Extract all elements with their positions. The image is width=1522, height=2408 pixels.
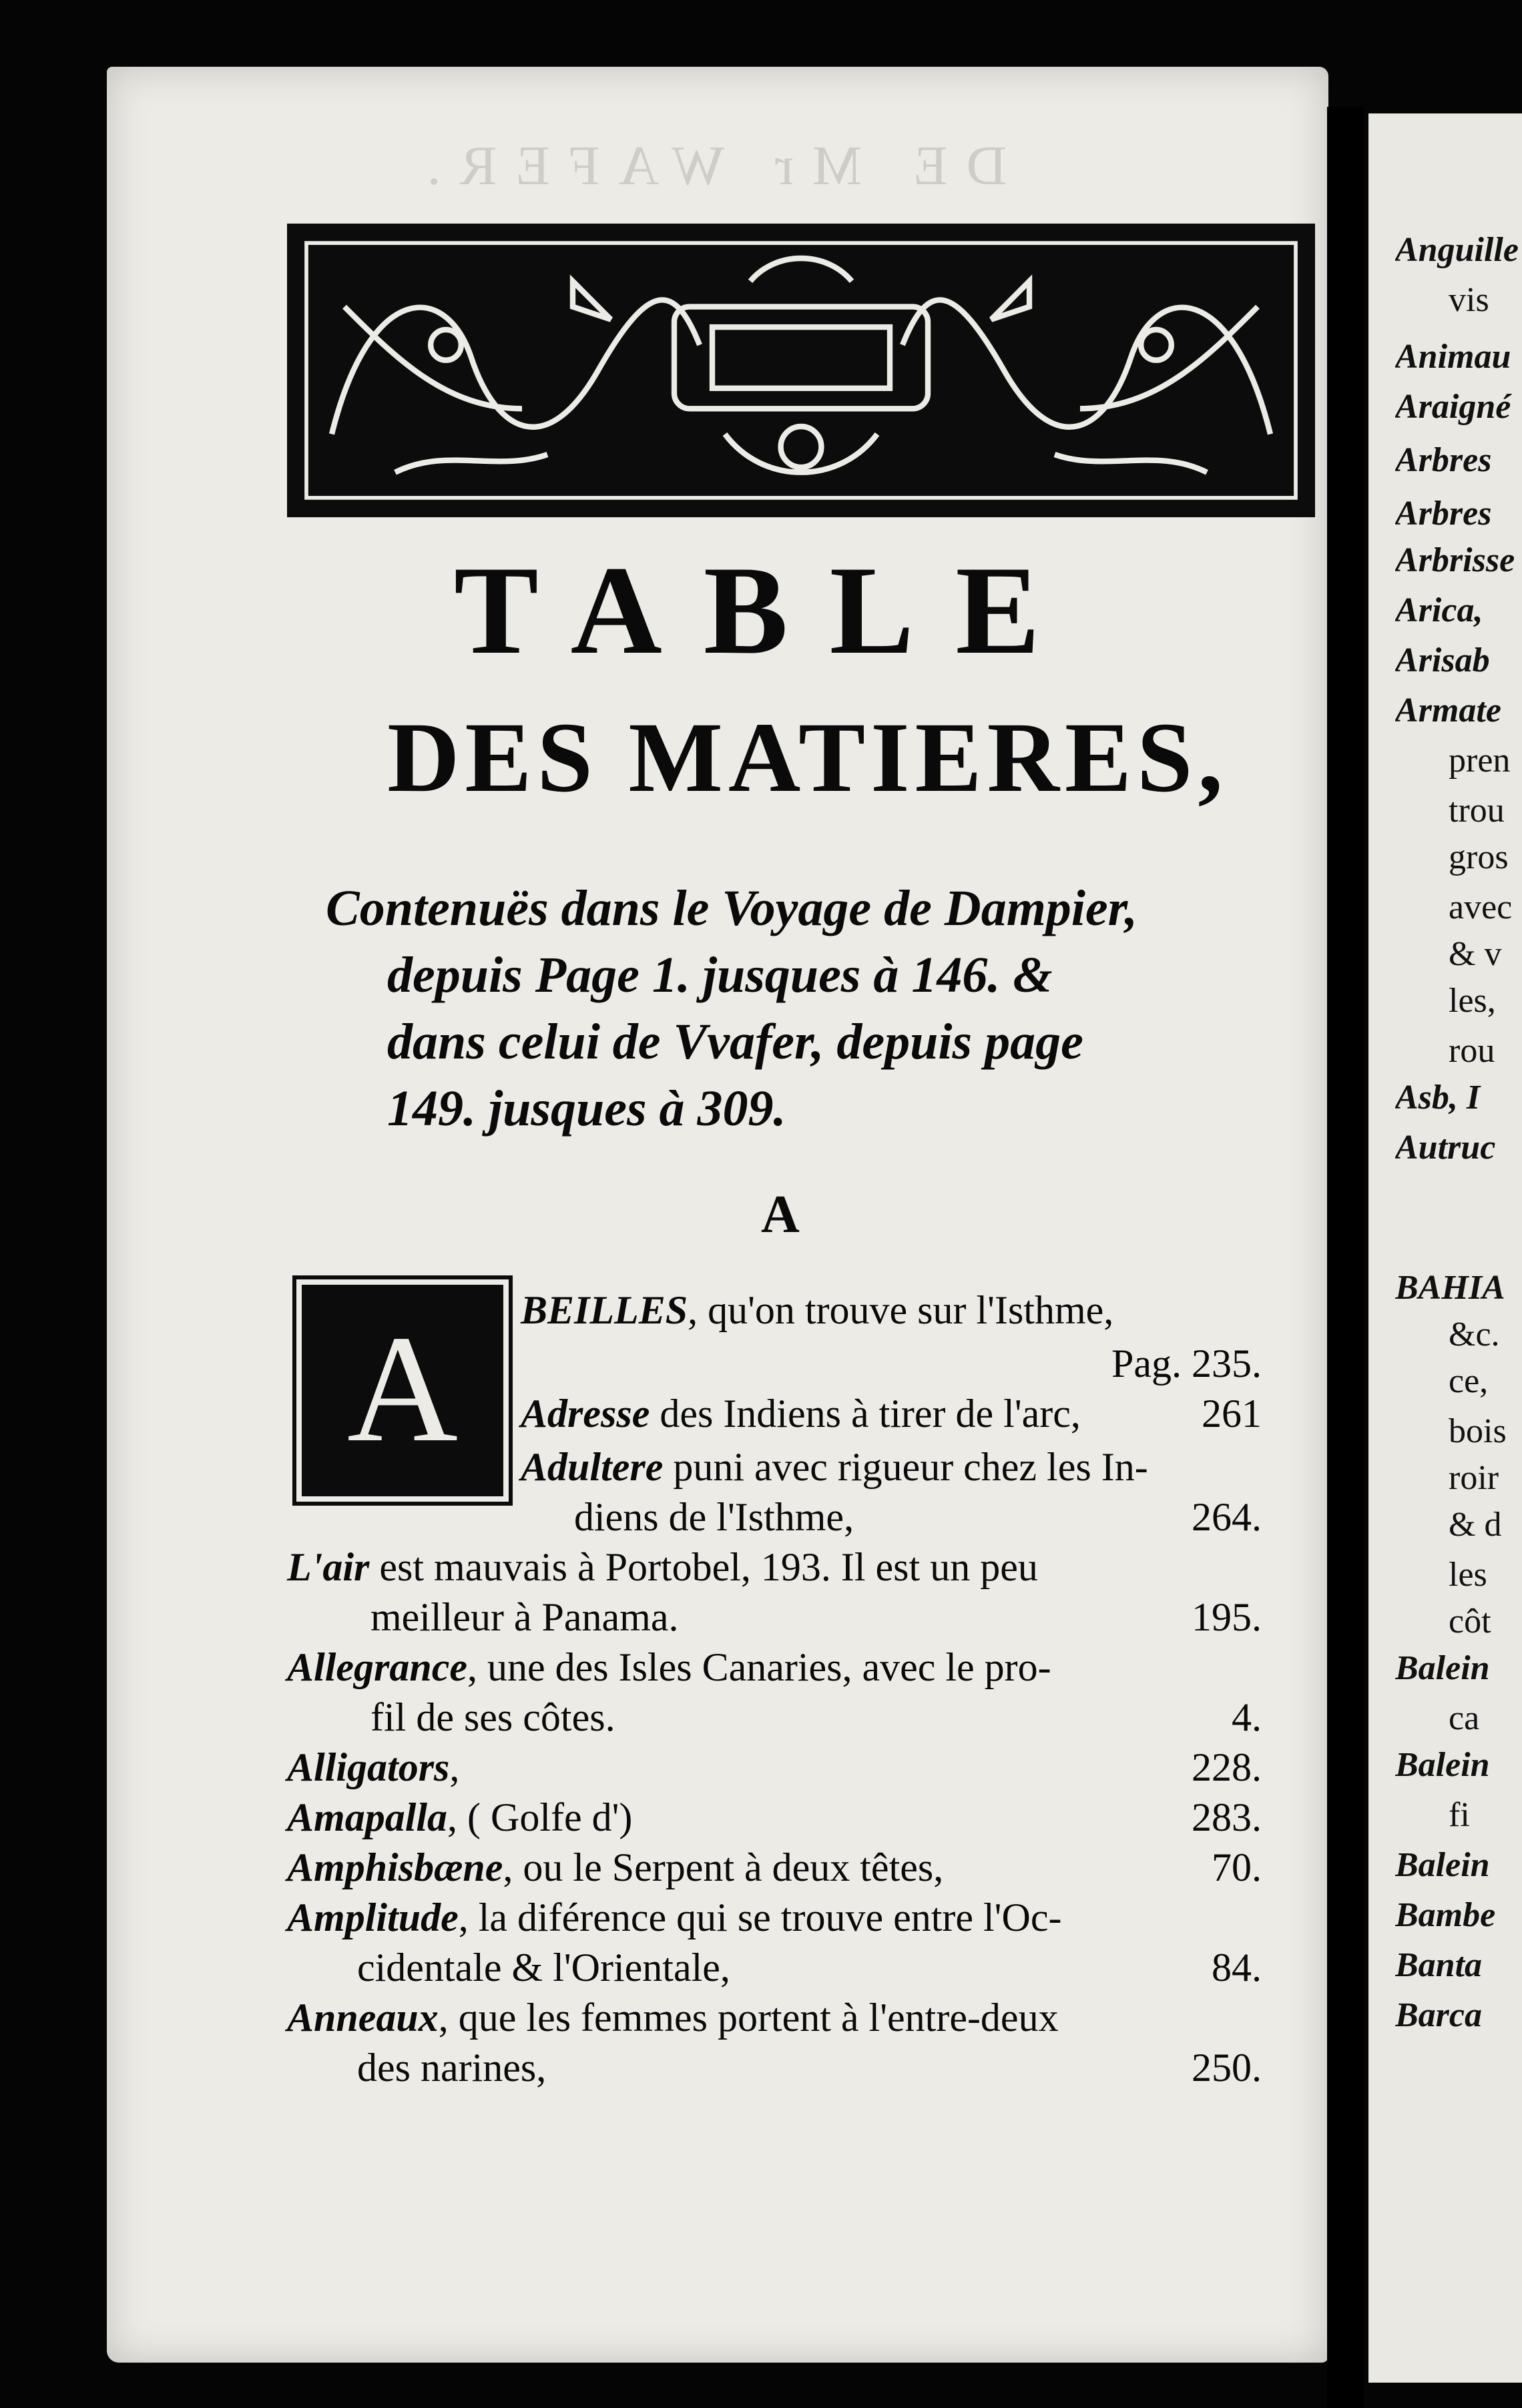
entry-continuation: fil de ses côtes. xyxy=(370,1695,615,1739)
contents-line: 149. jusques à 309. xyxy=(387,1081,786,1137)
adjacent-page-line: &c. xyxy=(1449,1315,1500,1353)
adjacent-page-line: les xyxy=(1449,1556,1487,1594)
entry-text: , xyxy=(449,1745,460,1789)
index-entry xyxy=(287,1545,1038,1589)
adjacent-page-line: Anguille xyxy=(1395,231,1519,269)
section-letter: A xyxy=(761,1185,800,1244)
entry-page: 264. xyxy=(1192,1495,1262,1539)
index-entry xyxy=(521,1445,1148,1489)
running-head-bleedthrough: DE Mr WAFER. xyxy=(408,135,1007,197)
contents-line: depuis Page 1. jusques à 146. & xyxy=(387,947,1053,1003)
adjacent-page-line: bois xyxy=(1449,1412,1507,1450)
entry-text: puni avec rigueur chez les In- xyxy=(663,1445,1148,1489)
index-entry xyxy=(287,1996,1059,2040)
contents-line: Contenuës dans le Voyage de Dampier, xyxy=(326,880,1138,936)
entry-text: des Indiens à tirer de l'arc, xyxy=(650,1392,1081,1436)
page-title: TABLE xyxy=(453,541,1082,681)
dropcap: A xyxy=(302,1285,503,1496)
entry-page: 70. xyxy=(1212,1845,1262,1889)
entry-text: , une des Isles Canaries, avec le pro- xyxy=(467,1645,1051,1689)
adjacent-page-line: Barca xyxy=(1395,1996,1482,2034)
entry-page: 283. xyxy=(1192,1795,1262,1839)
adjacent-page-line: vis xyxy=(1449,281,1489,319)
entry-text: , la diférence qui se trouve entre l'Oc- xyxy=(458,1895,1062,1939)
entry-keyword: L'air xyxy=(287,1545,370,1589)
index-entry xyxy=(521,1392,1081,1436)
entry-page: 228. xyxy=(1192,1745,1262,1789)
adjacent-page-line: BAHIA xyxy=(1395,1269,1505,1307)
entry-text: , qu'on trouve sur l'Isthme, xyxy=(688,1288,1114,1332)
floral-ornament-icon xyxy=(294,230,1308,511)
entry-page: 250. xyxy=(1192,2046,1262,2090)
entry-text: , que les femmes portent à l'entre-deux xyxy=(438,1996,1059,2040)
ornamental-headpiece xyxy=(287,224,1315,517)
adjacent-page-line: fi xyxy=(1449,1796,1470,1834)
adjacent-page-line: Balein xyxy=(1395,1649,1490,1687)
entry-text: est mauvais à Portobel, 193. Il est un peu xyxy=(369,1545,1038,1589)
entry-keyword: Adultere xyxy=(521,1445,664,1489)
adjacent-page-line: Bambe xyxy=(1395,1896,1496,1934)
entry-page: 4. xyxy=(1232,1695,1262,1739)
entry-text: , ou le Serpent à deux têtes, xyxy=(503,1845,944,1889)
entry-page: Pag. 235. xyxy=(1111,1341,1262,1386)
adjacent-page-line: avec xyxy=(1449,888,1513,926)
adjacent-page-line: côt xyxy=(1449,1602,1491,1640)
adjacent-page-line: Arica, xyxy=(1395,591,1483,629)
adjacent-page-line: Asb, I xyxy=(1395,1079,1481,1117)
adjacent-page-line: roir xyxy=(1449,1459,1499,1497)
index-entry xyxy=(287,1845,943,1889)
adjacent-page-line: Arisab xyxy=(1395,641,1490,679)
entry-keyword: Allegrance xyxy=(287,1645,467,1689)
entry-keyword: Adresse xyxy=(521,1392,650,1436)
entry-keyword: Amplitude xyxy=(287,1895,459,1939)
contents-line: dans celui de Vvafer, depuis page xyxy=(387,1014,1083,1070)
adjacent-page-line: trou xyxy=(1449,792,1505,830)
entry-keyword: Amapalla xyxy=(287,1795,448,1839)
adjacent-page-line: & d xyxy=(1449,1506,1502,1544)
entry-keyword: Alligators xyxy=(287,1745,450,1789)
adjacent-page-line: Autruc xyxy=(1395,1129,1496,1167)
entry-text: , ( Golfe d') xyxy=(447,1795,633,1839)
page-subtitle: DES MATIERES, xyxy=(387,702,1228,813)
adjacent-page-line: Balein xyxy=(1395,1746,1490,1784)
adjacent-page-line: ce, xyxy=(1449,1362,1489,1400)
entry-page: 261 xyxy=(1202,1392,1262,1436)
entry-keyword: Anneaux xyxy=(287,1996,439,2040)
index-entry xyxy=(287,1645,1051,1689)
adjacent-page-line: Armate xyxy=(1395,691,1501,729)
entry-keyword: Amphisbæne xyxy=(287,1845,503,1889)
adjacent-page-line: Arbres xyxy=(1395,495,1492,533)
adjacent-page-line: rou xyxy=(1449,1032,1495,1070)
index-entry xyxy=(287,1795,632,1839)
adjacent-page-line: Arbres xyxy=(1395,441,1492,479)
entry-keyword: BEILLES xyxy=(521,1288,688,1332)
index-entry xyxy=(287,1745,459,1789)
adjacent-page-line: gros xyxy=(1449,838,1509,876)
book-gutter xyxy=(1327,107,1364,2408)
entry-page: 195. xyxy=(1192,1595,1262,1639)
entry-continuation: des narines, xyxy=(357,2046,547,2090)
adjacent-page-line: Araigné xyxy=(1395,388,1511,426)
entry-continuation: cidentale & l'Orientale, xyxy=(357,1945,730,1990)
entry-continuation: diens de l'Isthme, xyxy=(574,1495,854,1539)
entry-page: 84. xyxy=(1212,1945,1262,1990)
adjacent-page-line: Animau xyxy=(1395,338,1511,376)
adjacent-page-line: ca xyxy=(1449,1699,1480,1737)
adjacent-page-line: & v xyxy=(1449,935,1502,973)
adjacent-page-line: Banta xyxy=(1395,1946,1483,1984)
index-entry xyxy=(287,1895,1061,1939)
index-entry xyxy=(521,1288,1113,1332)
adjacent-page-line: pren xyxy=(1449,741,1511,780)
adjacent-page-line: les, xyxy=(1449,982,1496,1020)
adjacent-page-line: Balein xyxy=(1395,1846,1490,1884)
adjacent-page-line: Arbrisse xyxy=(1395,541,1515,579)
entry-continuation: meilleur à Panama. xyxy=(370,1595,679,1639)
